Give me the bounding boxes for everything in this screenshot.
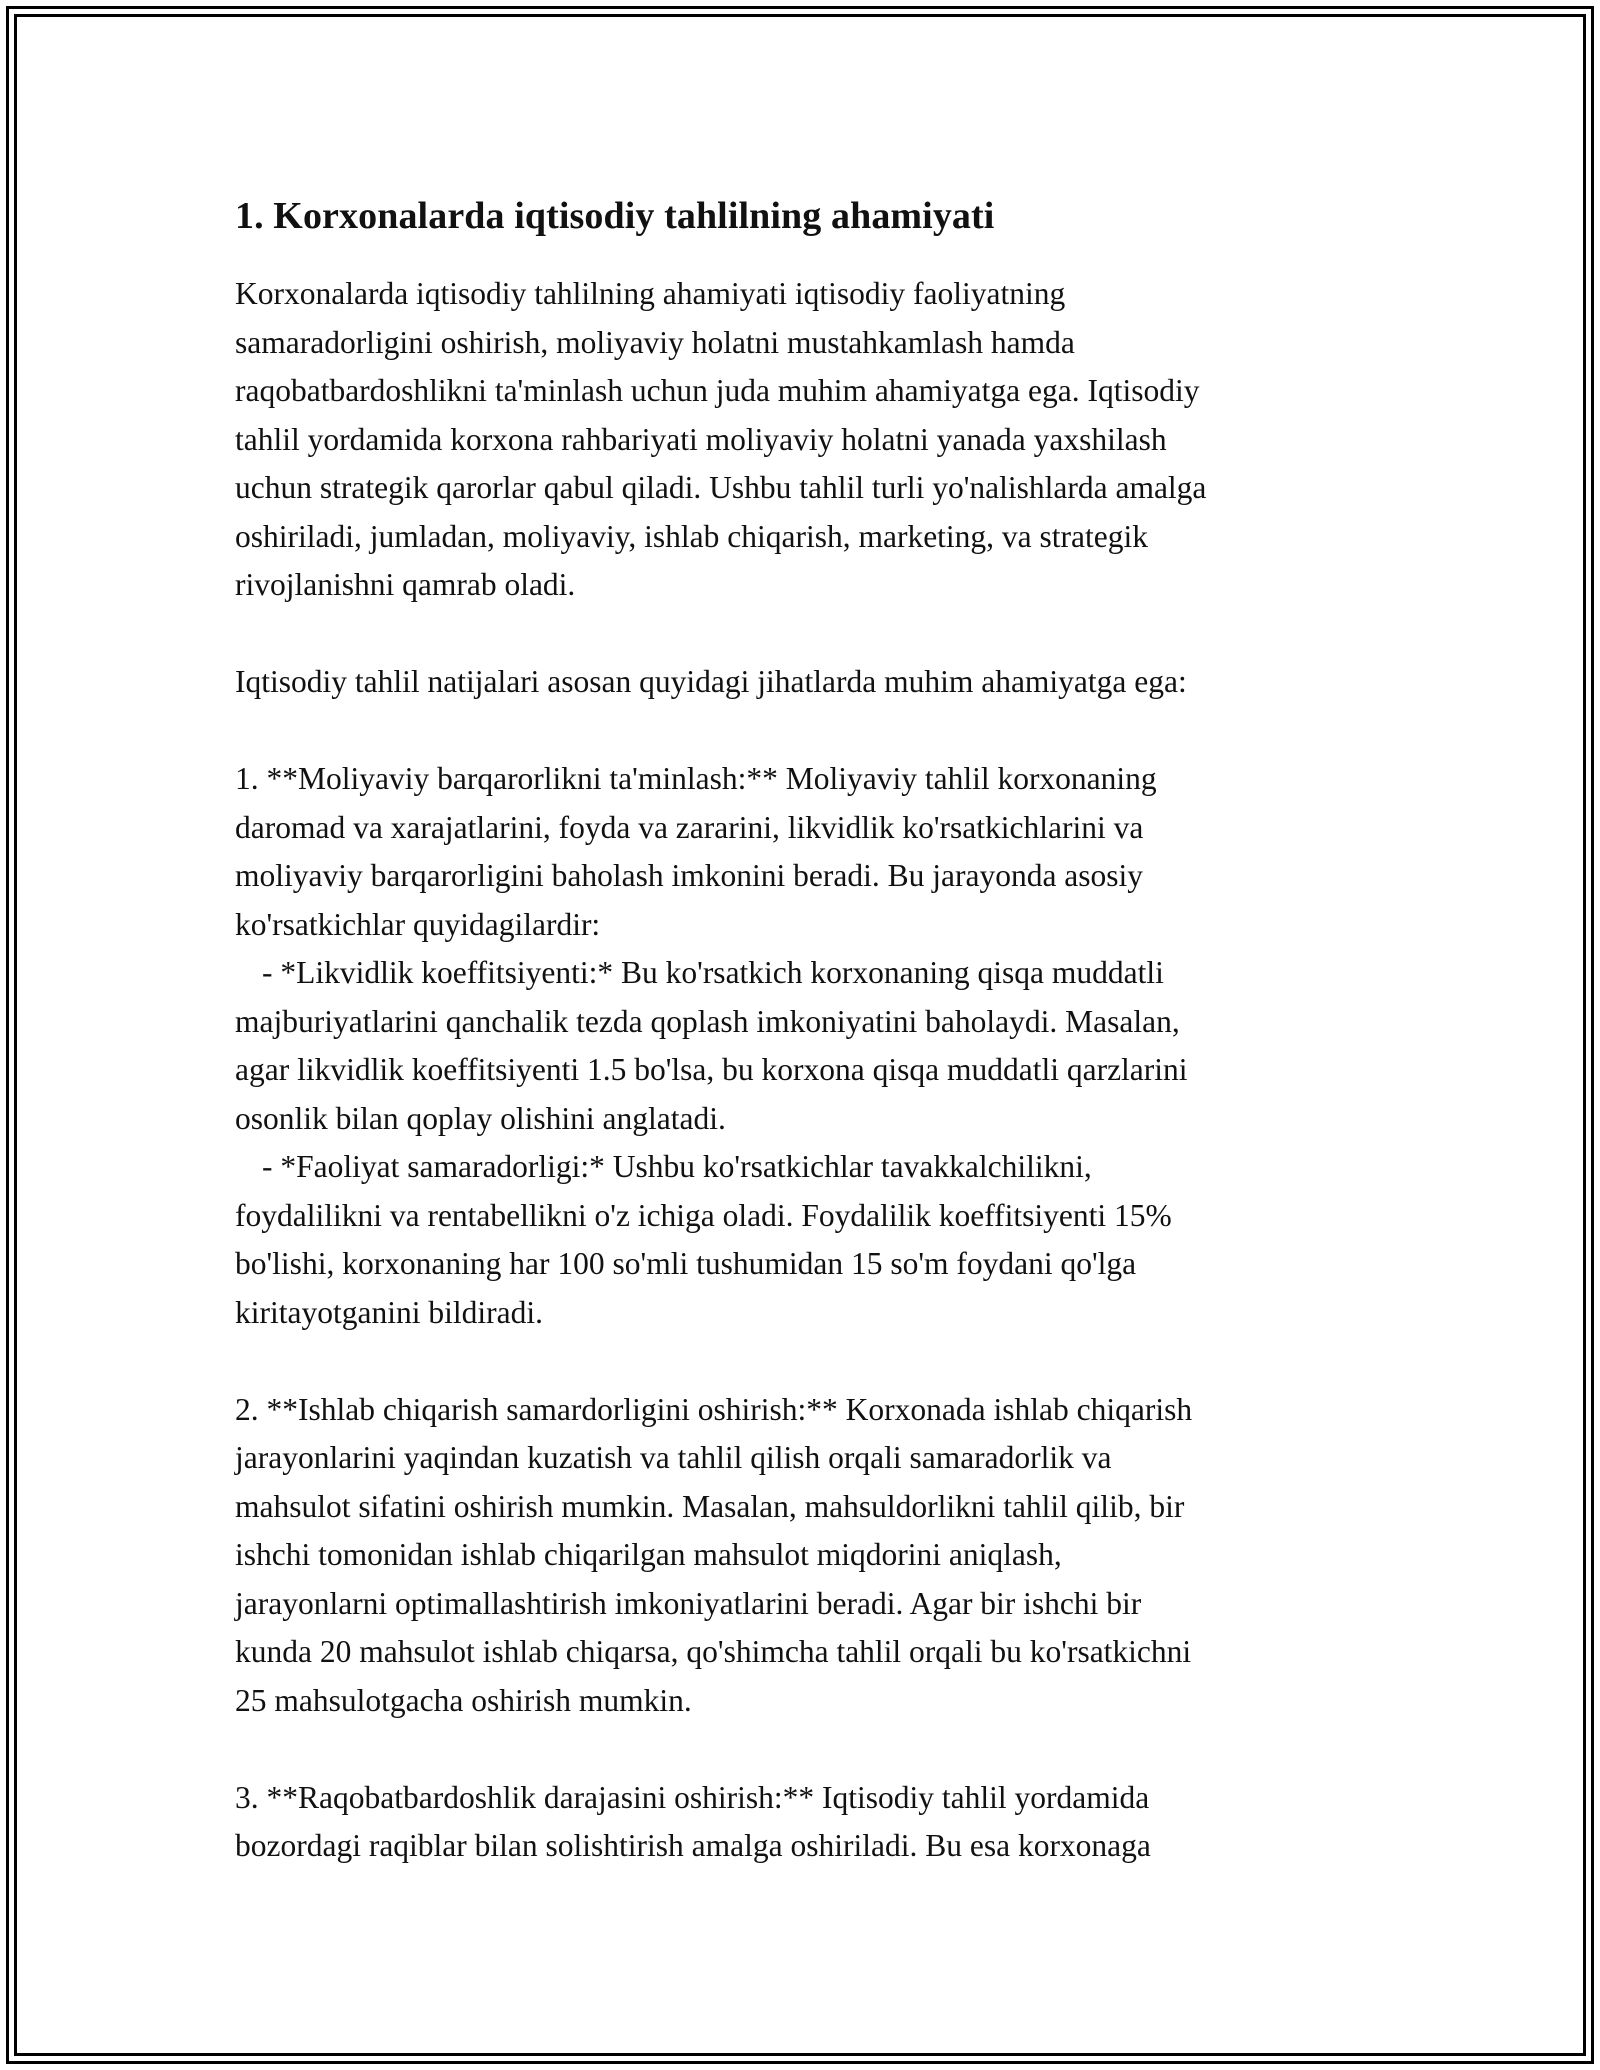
point-1-paragraph — [235, 755, 1385, 1337]
sub-item-efficiency: - *Faoliyat samaradorligi:* Ushbu ko'rsatkichlar tavakkalchilikni, — [262, 1149, 1092, 1184]
text-line: mahsulot sifatini oshirish mumkin. Masalan, mahsuldorlikni tahlil qilib, bir — [235, 1488, 1185, 1524]
text-line: jarayonlarni optimallashtirish imkoniyatlarini beradi. Agar bir ishchi bir — [235, 1585, 1142, 1621]
text-line: 3. **Raqobatbardoshlik darajasini oshirish:** Iqtisodiy tahlil yordamida — [235, 1779, 1150, 1815]
text-line: samaradorligini oshirish, moliyaviy holatni mustahkamlash hamda — [235, 324, 1075, 360]
text-line: uchun strategik qarorlar qabul qiladi. Ushbu tahlil turli yo'nalishlarda amalga — [235, 470, 1207, 505]
text-line: kunda 20 mahsulot ishlab chiqarsa, qo'shimcha tahlil orqali bu ko'rsatkichni — [235, 1634, 1192, 1669]
text-line: ishchi tomonidan ishlab chiqarilgan mahsulot miqdorini aniqlash, — [235, 1537, 1062, 1572]
text-line: bo'lishi, korxonaning har 100 so'mli tushumidan 15 so'm foydani qo'lga — [235, 1246, 1137, 1281]
point-3-paragraph — [235, 1774, 1385, 1871]
text-line: moliyaviy barqarorligini baholash imkonini beradi. Bu jarayonda asosiy — [235, 858, 1144, 893]
point-2-paragraph — [235, 1386, 1385, 1726]
text-line: tahlil yordamida korxona rahbariyati moliyaviy holatni yanada yaxshilash — [235, 421, 1167, 457]
intro-paragraph — [235, 270, 1385, 610]
text-line: 1. **Moliyaviy barqarorlikni ta'minlash:** Moliyaviy tahlil korxonaning — [235, 761, 1157, 796]
paragraph-gap — [235, 610, 1385, 659]
text-line: jarayonlarini yaqindan kuzatish va tahlil qilish orqali samaradorlik va — [235, 1440, 1112, 1475]
document-body — [235, 190, 1385, 1871]
paragraph-gap — [235, 1725, 1385, 1774]
text-line: osonlik bilan qoplay olishini anglatadi. — [235, 1100, 726, 1136]
text-line: 2. **Ishlab chiqarish samardorligini oshirish:** Korxonada ishlab chiqarish — [235, 1391, 1193, 1427]
text-line: raqobatbardoshlikni ta'minlash uchun juda muhim ahamiyatga ega. Iqtisodiy — [235, 373, 1200, 408]
sub-item-liquidity: - *Likvidlik koeffitsiyenti:* Bu ko'rsatkich korxonaning qisqa muddatli — [262, 955, 1164, 990]
lead-in-paragraph: Iqtisodiy tahlil natijalari asosan quyidagi jihatlarda muhim ahamiyatga ega: — [235, 664, 1187, 699]
text-line: oshiriladi, jumladan, moliyaviy, ishlab chiqarish, marketing, va strategik — [235, 518, 1149, 554]
paragraph-gap — [235, 707, 1385, 756]
paragraph-gap — [235, 1337, 1385, 1386]
section-heading: 1. Korxonalarda iqtisodiy tahlilning ahamiyati — [235, 195, 995, 237]
text-line: kiritayotganini bildiradi. — [235, 1294, 543, 1330]
text-line: bozordagi raqiblar bilan solishtirish amalga oshiriladi. Bu esa korxonaga — [235, 1828, 1151, 1863]
text-line: majburiyatlarini qanchalik tezda qoplash imkoniyatini baholaydi. Masalan, — [235, 1003, 1180, 1039]
text-line: 25 mahsulotgacha oshirish mumkin. — [235, 1682, 692, 1718]
text-line: foydalilikni va rentabellikni o'z ichiga oladi. Foydalilik koeffitsiyenti 15% — [235, 1197, 1172, 1233]
text-line: daromad va xarajatlarini, foyda va zararini, likvidlik ko'rsatkichlarini va — [235, 809, 1144, 845]
text-line: Korxonalarda iqtisodiy tahlilning ahamiyati iqtisodiy faoliyatning — [235, 276, 1066, 311]
text-line: ko'rsatkichlar quyidagilardir: — [235, 906, 601, 942]
text-line: rivojlanishni qamrab oladi. — [235, 567, 576, 602]
text-line: agar likvidlik koeffitsiyenti 1.5 bo'lsa, bu korxona qisqa muddatli qarzlarini — [235, 1052, 1188, 1087]
